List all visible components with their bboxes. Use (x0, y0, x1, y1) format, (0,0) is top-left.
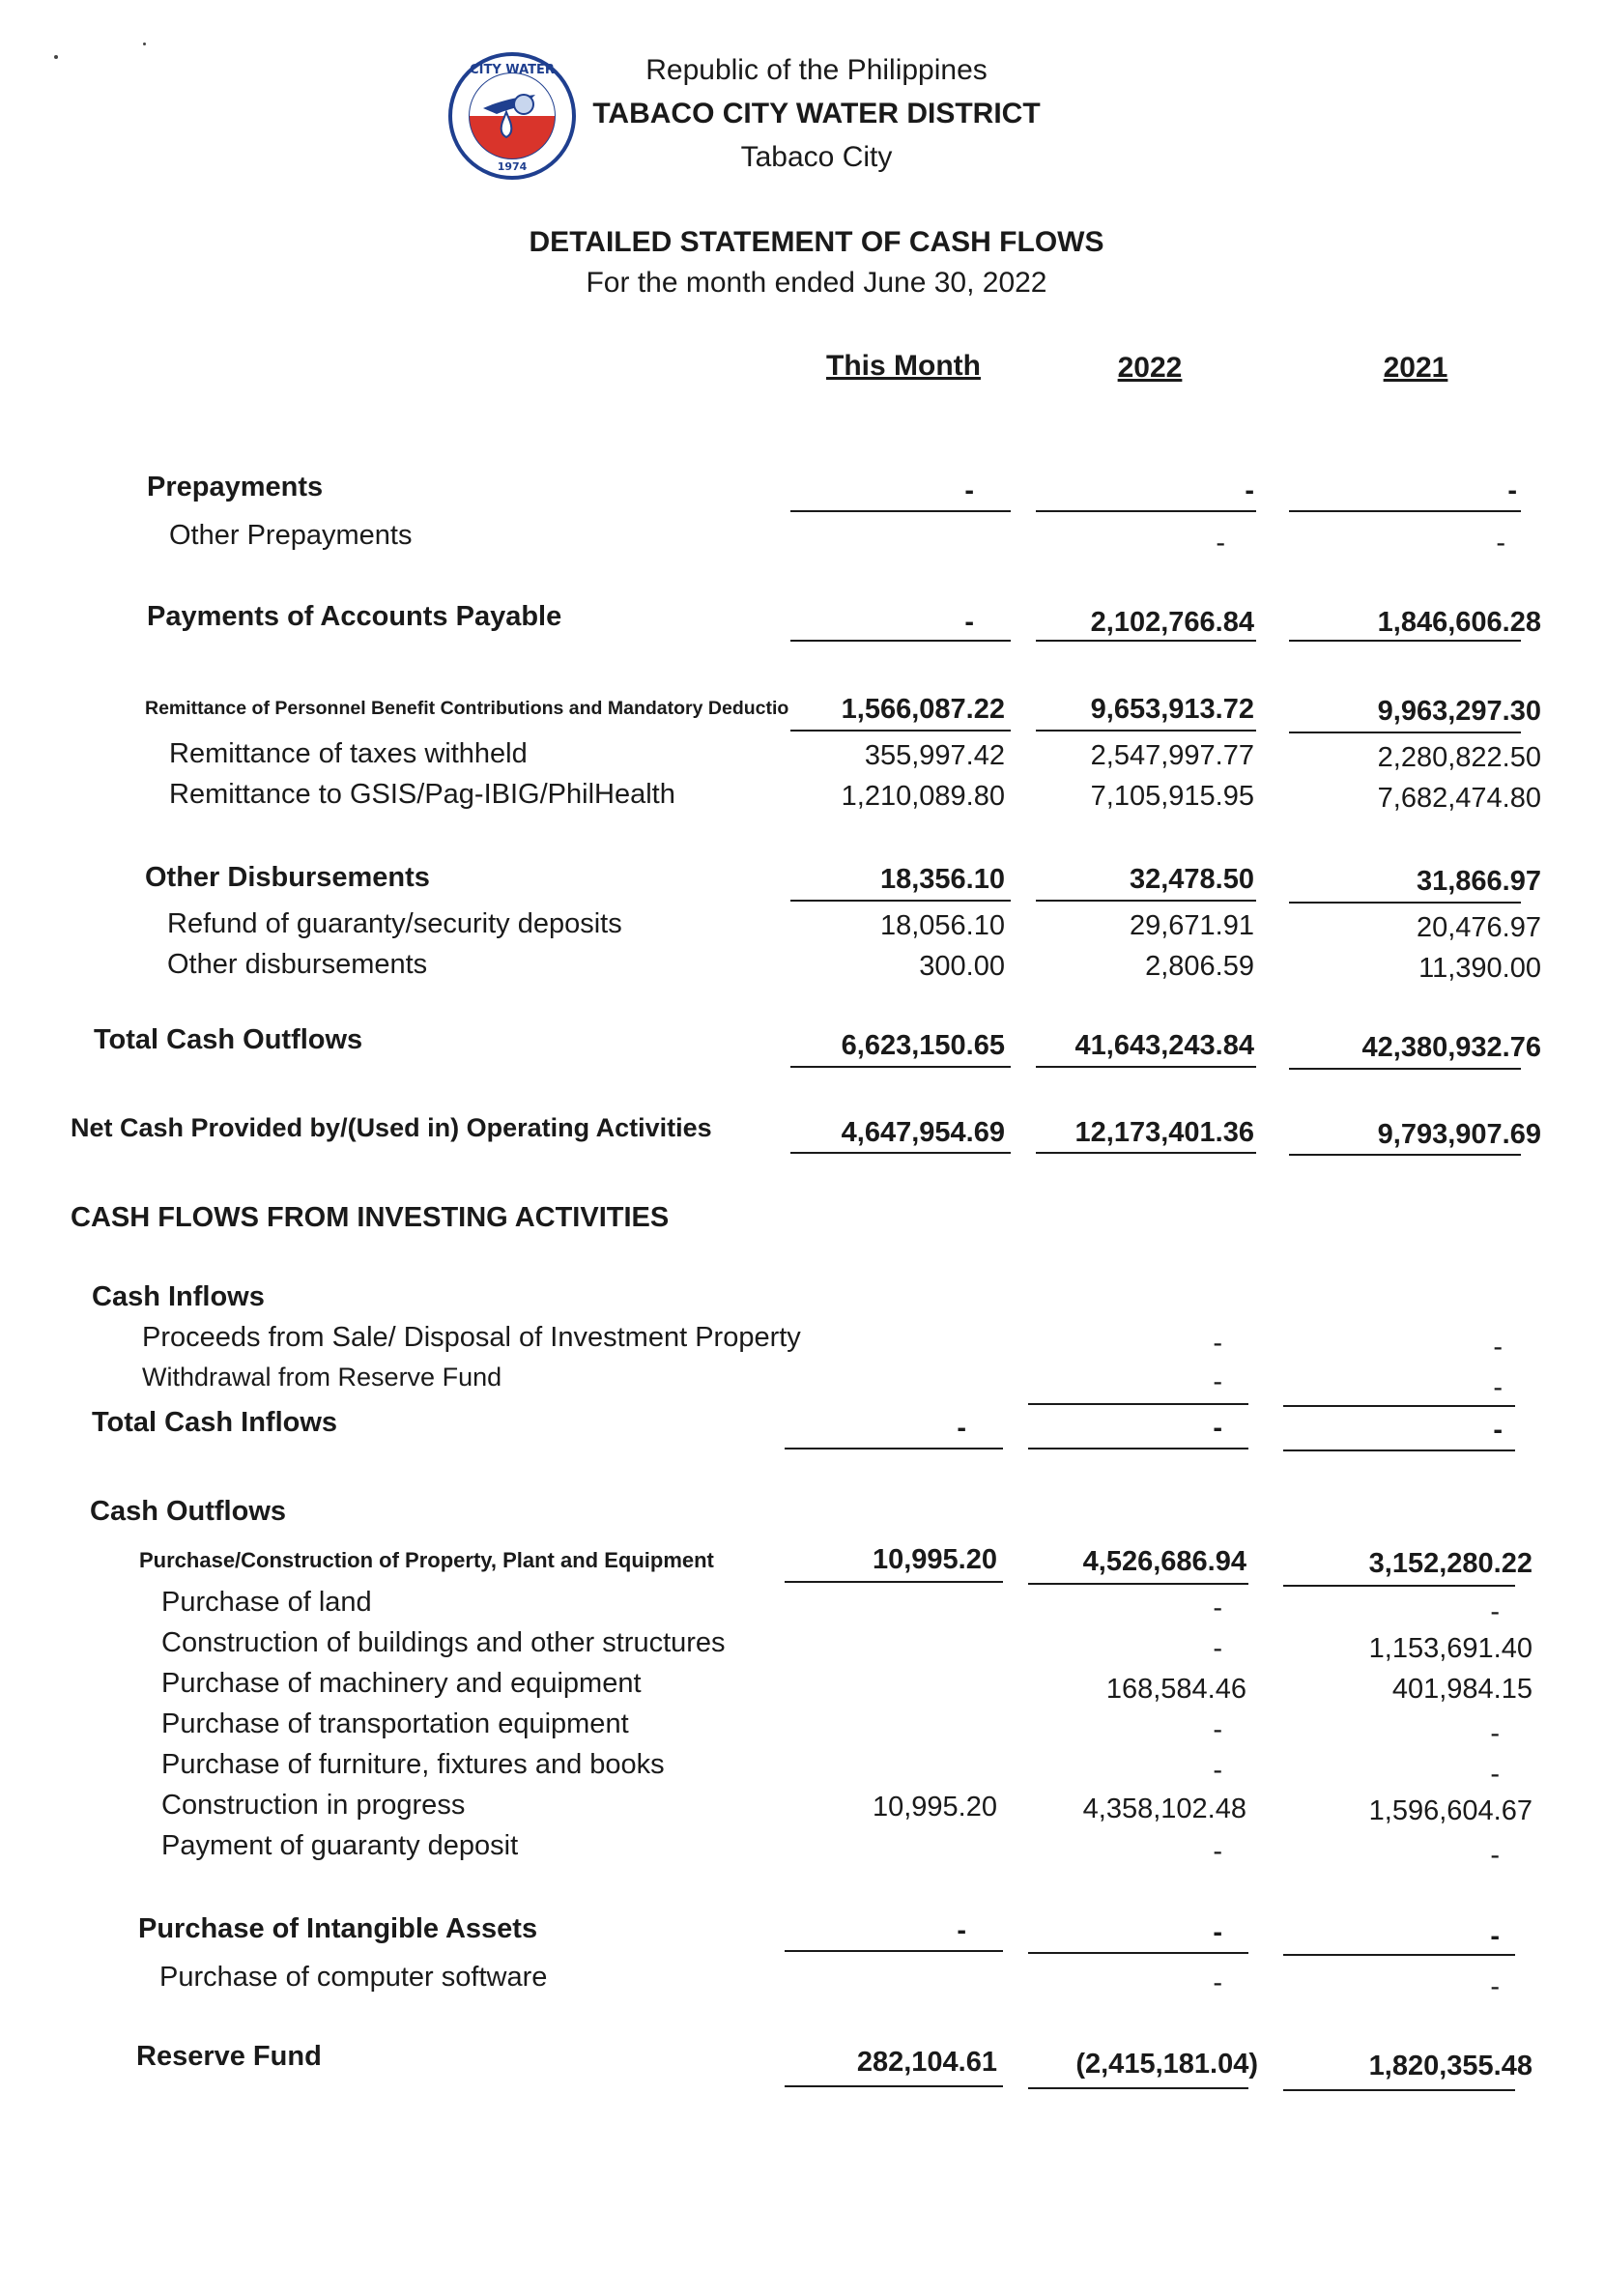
col-this-month: This Month (826, 350, 981, 382)
row-value: 31,866.97 (1416, 866, 1541, 897)
row-label: Prepayments (147, 472, 324, 502)
row-label: Purchase/Construction of Property, Plant and Equipment (139, 1548, 714, 1572)
row-value: 1,153,691.40 (1368, 1633, 1532, 1664)
row-label: Construction in progress (161, 1790, 466, 1821)
republic-line: Republic of the Philippines (645, 54, 988, 86)
underline (1036, 1066, 1256, 1068)
city-name: Tabaco City (740, 141, 893, 173)
underline (1036, 900, 1256, 902)
row-value: 4,647,954.69 (841, 1117, 1005, 1148)
row-label: Remittance of taxes withheld (169, 738, 528, 769)
section-subtitle: Cash Outflows (90, 1496, 287, 1527)
row-label: Refund of guaranty/security deposits (167, 908, 622, 939)
underline (1283, 1405, 1515, 1407)
row-value: 41,643,243.84 (1074, 1030, 1254, 1061)
row-value: - (1213, 1836, 1222, 1867)
row-value: - (1213, 1593, 1222, 1623)
row-value: - (1213, 1755, 1222, 1786)
row-value: - (957, 1413, 966, 1444)
row-value: - (1213, 1633, 1222, 1664)
row-label: Payments of Accounts Payable (147, 601, 562, 632)
row-label: Remittance of Personnel Benefit Contributions and Mandatory Deductio (145, 698, 789, 719)
underline (1036, 640, 1256, 642)
row-label: Reserve Fund (136, 2041, 322, 2072)
underline (1028, 1448, 1248, 1449)
row-value: 9,793,907.69 (1377, 1119, 1541, 1150)
row-value: 20,476.97 (1416, 912, 1541, 943)
underline (790, 640, 1011, 642)
row-label: Other Disbursements (145, 862, 430, 893)
row-value: 12,173,401.36 (1074, 1117, 1254, 1148)
row-label: Total Cash Outflows (94, 1024, 363, 1055)
row-value: 1,210,089.80 (841, 781, 1005, 812)
underline (790, 510, 1011, 512)
row-value: - (1490, 1921, 1500, 1952)
section-subtitle: Cash Inflows (92, 1281, 265, 1312)
row-value: - (1213, 1328, 1222, 1359)
row-value: 42,380,932.76 (1361, 1032, 1541, 1063)
underline (790, 1152, 1011, 1154)
row-value: - (1496, 528, 1505, 559)
row-value: 7,105,915.95 (1090, 781, 1254, 812)
row-value: - (1216, 528, 1225, 559)
row-label: Purchase of transportation equipment (161, 1708, 629, 1739)
row-value: - (1490, 1718, 1500, 1749)
row-value: 2,102,766.84 (1090, 607, 1254, 638)
row-value: 4,358,102.48 (1082, 1794, 1246, 1824)
underline (790, 1066, 1011, 1068)
row-value: 282,104.61 (856, 2047, 997, 2078)
underline (1283, 1449, 1515, 1451)
row-value: - (1490, 1759, 1500, 1790)
row-label: Purchase of machinery and equipment (161, 1668, 642, 1699)
row-value: 32,478.50 (1129, 864, 1254, 895)
underline (1289, 1154, 1521, 1156)
underline (785, 1581, 1003, 1583)
underline (785, 1448, 1003, 1449)
row-value: 168,584.46 (1105, 1674, 1246, 1705)
row-value: - (1490, 1596, 1500, 1627)
underline (1283, 2089, 1515, 2091)
row-value: - (1213, 1714, 1222, 1745)
row-value: 2,806.59 (1145, 951, 1254, 982)
row-value: 1,566,087.22 (841, 694, 1005, 725)
row-value: - (1213, 1413, 1222, 1444)
row-value: 11,390.00 (1418, 953, 1541, 984)
row-value: - (1490, 1971, 1500, 2002)
org-name: TABACO CITY WATER DISTRICT (592, 98, 1041, 129)
underline (1283, 1954, 1515, 1956)
row-value: - (1493, 1372, 1503, 1403)
scan-speck (54, 55, 58, 59)
row-value: - (1213, 1967, 1222, 1998)
row-value: 401,984.15 (1391, 1674, 1532, 1705)
underline (1289, 640, 1521, 642)
row-value: 9,963,297.30 (1377, 696, 1541, 727)
row-value: 300.00 (919, 951, 1005, 982)
row-value: (2,415,181.04) (1075, 2049, 1258, 2080)
underline (785, 1950, 1003, 1952)
row-value: 9,653,913.72 (1090, 694, 1254, 725)
row-label: Purchase of furniture, fixtures and books (161, 1749, 665, 1780)
row-value: 2,280,822.50 (1377, 742, 1541, 773)
row-label: Other Prepayments (169, 520, 413, 551)
row-value: 18,056.10 (879, 910, 1005, 941)
underline (1289, 1068, 1521, 1070)
row-value: 1,846,606.28 (1377, 607, 1541, 638)
row-value: - (1490, 1840, 1500, 1871)
row-value: - (1507, 475, 1517, 506)
row-value: 1,596,604.67 (1368, 1795, 1532, 1826)
row-value: 29,671.91 (1129, 910, 1254, 941)
row-label: Net Cash Provided by/(Used in) Operating Activities (71, 1113, 712, 1142)
row-value: 10,995.20 (872, 1792, 997, 1822)
col-2022: 2022 (1117, 352, 1183, 384)
underline (1289, 510, 1521, 512)
row-value: - (964, 607, 974, 638)
row-value: - (964, 475, 974, 506)
row-value: 4,526,686.94 (1082, 1546, 1246, 1577)
underline (1028, 1583, 1248, 1585)
underline (1028, 2087, 1248, 2089)
row-label: Purchase of computer software (159, 1962, 548, 1993)
row-label: Remittance to GSIS/Pag-IBIG/PhilHealth (169, 779, 675, 810)
row-value: - (957, 1915, 966, 1946)
underline (1289, 902, 1521, 904)
row-value: 355,997.42 (864, 740, 1005, 771)
row-value: - (1213, 1366, 1222, 1397)
row-value: - (1493, 1332, 1503, 1363)
underline (1283, 1585, 1515, 1587)
row-value: 18,356.10 (879, 864, 1005, 895)
row-label: Withdrawal from Reserve Fund (142, 1363, 502, 1392)
underline (790, 900, 1011, 902)
row-value: - (1245, 475, 1254, 506)
statement-title: DETAILED STATEMENT OF CASH FLOWS (529, 226, 1104, 258)
statement-period: For the month ended June 30, 2022 (586, 267, 1047, 299)
row-value: - (1493, 1415, 1503, 1446)
row-value: - (1213, 1917, 1222, 1948)
row-value: 10,995.20 (872, 1544, 997, 1575)
row-label: Proceeds from Sale/ Disposal of Investment Property (142, 1322, 801, 1353)
row-value: 6,623,150.65 (841, 1030, 1005, 1061)
col-2021: 2021 (1383, 352, 1448, 384)
underline (785, 2085, 1003, 2087)
svg-text:1974: 1974 (497, 160, 528, 173)
row-value: 7,682,474.80 (1377, 783, 1541, 814)
row-label: Purchase of land (161, 1587, 372, 1618)
section-title: CASH FLOWS FROM INVESTING ACTIVITIES (71, 1202, 670, 1233)
row-value: 1,820,355.48 (1368, 2051, 1532, 2081)
row-label: Construction of buildings and other structures (161, 1627, 726, 1658)
row-label: Other disbursements (167, 949, 428, 980)
underline (1036, 510, 1256, 512)
scan-speck (143, 43, 146, 45)
underline (1028, 1403, 1248, 1405)
underline (1289, 732, 1521, 733)
row-label: Payment of guaranty deposit (161, 1830, 519, 1861)
underline (1028, 1952, 1248, 1954)
row-label: Purchase of Intangible Assets (138, 1913, 538, 1944)
svg-text:CITY WATER: CITY WATER (470, 63, 555, 77)
row-label: Total Cash Inflows (92, 1407, 338, 1438)
underline (1036, 1152, 1256, 1154)
underline (790, 730, 1011, 732)
row-value: 2,547,997.77 (1090, 740, 1254, 771)
row-value: 3,152,280.22 (1368, 1548, 1532, 1579)
underline (1036, 730, 1256, 732)
